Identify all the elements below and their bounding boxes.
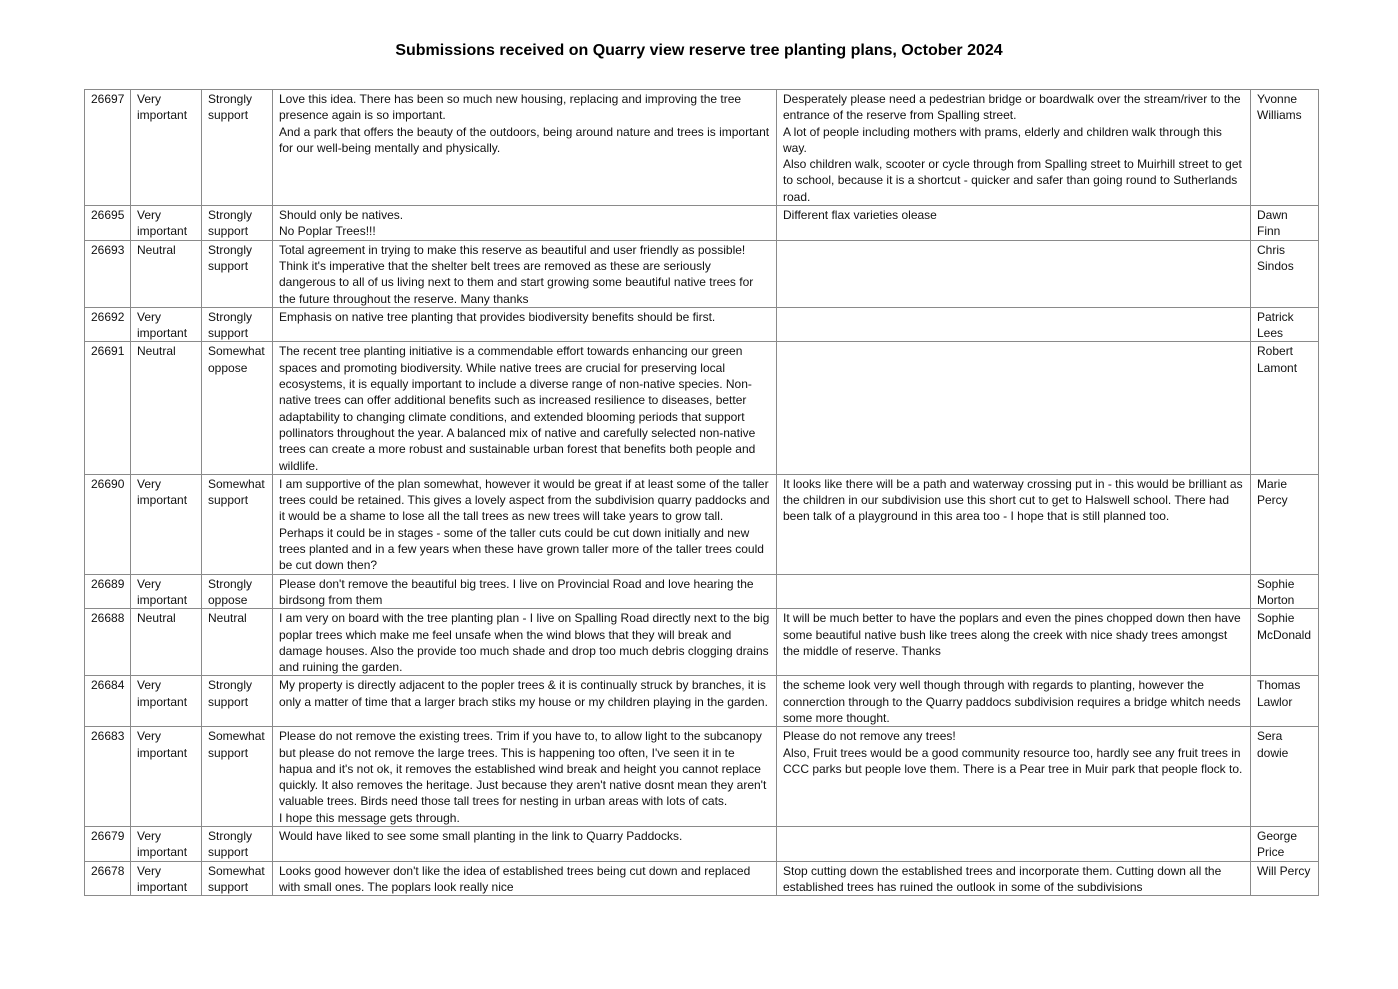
submission-id: 26679 — [85, 827, 131, 862]
table-row — [85, 827, 1319, 862]
submitter-name: Robert Lamont — [1251, 342, 1319, 474]
additional-comment-cell: the scheme look very well though through with regards to planting, however the connerction through to the Quarry paddocs subdivision requires a bridge whitch needs some more thought. — [777, 676, 1251, 727]
submitter-name: Sophie McDonald — [1251, 609, 1319, 676]
importance-cell: Very important — [131, 574, 202, 609]
submission-id: 26691 — [85, 342, 131, 474]
importance-cell: Very important — [131, 861, 202, 896]
additional-comment-cell: Please do not remove any trees! Also, Fruit trees would be a good community resource too, hardly see any fruit trees in CCC parks but people love them. There is a Pear tree in Muir park that people flock to. — [777, 727, 1251, 827]
importance-cell: Neutral — [131, 609, 202, 676]
table-row — [85, 307, 1319, 342]
support-cell: Somewhat support — [202, 861, 273, 896]
comment-cell: Love this idea. There has been so much new housing, replacing and improving the tree presence again is so important. And a park that offers the beauty of the outdoors, being around nature and trees is important for our well-being mentally and physically. — [273, 90, 777, 206]
importance-cell: Very important — [131, 474, 202, 574]
table-row — [85, 90, 1319, 206]
comment-cell: I am very on board with the tree planting plan - I live on Spalling Road directly next to the big poplar trees which make me feel unsafe when the wind blows that they will break and damage houses. Also the provide too much shade and drop too much debris clogging drains and ruining the garden. — [273, 609, 777, 676]
comment-cell: Would have liked to see some small planting in the link to Quarry Paddocks. — [273, 827, 777, 862]
submission-id: 26692 — [85, 307, 131, 342]
importance-cell: Very important — [131, 90, 202, 206]
support-cell: Neutral — [202, 609, 273, 676]
submission-id: 26683 — [85, 727, 131, 827]
submitter-name: Patrick Lees — [1251, 307, 1319, 342]
table-row — [85, 609, 1319, 676]
support-cell: Somewhat support — [202, 474, 273, 574]
support-cell: Somewhat support — [202, 727, 273, 827]
additional-comment-cell — [777, 342, 1251, 474]
additional-comment-cell: It will be much better to have the poplars and even the pines chopped down then have some beautiful native bush like trees along the creek with nice shady trees amongst the middle of reserve. Thanks — [777, 609, 1251, 676]
support-cell: Strongly oppose — [202, 574, 273, 609]
submitter-name: Will Percy — [1251, 861, 1319, 896]
importance-cell: Very important — [131, 727, 202, 827]
submitter-name: George Price — [1251, 827, 1319, 862]
additional-comment-cell — [777, 827, 1251, 862]
importance-cell: Very important — [131, 206, 202, 241]
support-cell: Somewhat oppose — [202, 342, 273, 474]
comment-cell: Emphasis on native tree planting that provides biodiversity benefits should be first. — [273, 307, 777, 342]
importance-cell: Neutral — [131, 240, 202, 307]
support-cell: Strongly support — [202, 240, 273, 307]
submitter-name: Chris Sindos — [1251, 240, 1319, 307]
comment-cell: Please don't remove the beautiful big trees. I live on Provincial Road and love hearing the birdsong from them — [273, 574, 777, 609]
document-title: Submissions received on Quarry view reserve tree planting plans, October 2024 — [395, 42, 1003, 59]
submissions-table — [84, 89, 1319, 896]
support-cell: Strongly support — [202, 827, 273, 862]
additional-comment-cell: Desperately please need a pedestrian bridge or boardwalk over the stream/river to the entrance of the reserve from Spalling street. A lot of people including mothers with prams, elderly and children walk through this way. Also children walk, scooter or cycle through from Spalling street to Muirhill street to get to school, because it is a shortcut - quicker and safer than going round to Sutherlands road. — [777, 90, 1251, 206]
table-row — [85, 342, 1319, 474]
importance-cell: Very important — [131, 676, 202, 727]
additional-comment-cell: Different flax varieties olease — [777, 206, 1251, 241]
comment-cell: My property is directly adjacent to the popler trees & it is continually struck by branches, it is only a matter of time that a larger brach stiks my house or my children playing in the garden. — [273, 676, 777, 727]
submitter-name: Yvonne Williams — [1251, 90, 1319, 206]
table-row — [85, 574, 1319, 609]
submission-id: 26690 — [85, 474, 131, 574]
support-cell: Strongly support — [202, 307, 273, 342]
submission-id: 26697 — [85, 90, 131, 206]
additional-comment-cell: It looks like there will be a path and waterway crossing put in - this would be brilliant as the children in our subdivision use this short cut to get to Halswell school. There had been talk of a playground in this area too - I hope that is still planned too. — [777, 474, 1251, 574]
submission-id: 26684 — [85, 676, 131, 727]
submission-id: 26693 — [85, 240, 131, 307]
table-row — [85, 474, 1319, 574]
table-row — [85, 727, 1319, 827]
additional-comment-cell — [777, 240, 1251, 307]
additional-comment-cell — [777, 307, 1251, 342]
comment-cell: Total agreement in trying to make this reserve as beautiful and user friendly as possible! Think it's imperative that the shelter belt trees are removed as these are seriously dangerous to all of us living next to them and start growing some beautiful native trees for the future throughout the reserve. Many thanks — [273, 240, 777, 307]
comment-cell: The recent tree planting initiative is a commendable effort towards enhancing our green spaces and promoting biodiversity. While native trees are crucial for preserving local ecosystems, it is equally important to include a diverse range of non-native species. Non-native trees can offer additional benefits such as increased resilience to diseases, better adaptability to changing climate conditions, and extended blooming periods that support pollinators throughout the year. A balanced mix of native and carefully selected non-native trees can create a more robust and sustainable urban forest that benefits both people and wildlife. — [273, 342, 777, 474]
support-cell: Strongly support — [202, 206, 273, 241]
support-cell: Strongly support — [202, 90, 273, 206]
importance-cell: Neutral — [131, 342, 202, 474]
submission-id: 26695 — [85, 206, 131, 241]
submitter-name: Dawn Finn — [1251, 206, 1319, 241]
submission-id: 26689 — [85, 574, 131, 609]
table-row — [85, 206, 1319, 241]
submitter-name: Thomas Lawlor — [1251, 676, 1319, 727]
comment-cell: Should only be natives. No Poplar Trees!!! — [273, 206, 777, 241]
comment-cell: Please do not remove the existing trees. Trim if you have to, to allow light to the subcanopy but please do not remove the large trees. This is happening too often, I've seen it in te hapua and it's not ok, it removes the established wind break and height you cannot replace quickly. It also removes the heritage. Just because they aren't native dosnt mean they aren't valuable trees. Birds need those tall trees for nesting in urban areas with lots of cats. I hope this message gets through. — [273, 727, 777, 827]
submission-id: 26678 — [85, 861, 131, 896]
support-cell: Strongly support — [202, 676, 273, 727]
comment-cell: Looks good however don't like the idea of established trees being cut down and replaced with small ones. The poplars look really nice — [273, 861, 777, 896]
importance-cell: Very important — [131, 307, 202, 342]
additional-comment-cell — [777, 574, 1251, 609]
importance-cell: Very important — [131, 827, 202, 862]
additional-comment-cell: Stop cutting down the established trees and incorporate them. Cutting down all the established trees has ruined the outlook in some of the subdivisions — [777, 861, 1251, 896]
comment-cell: I am supportive of the plan somewhat, however it would be great if at least some of the taller trees could be retained. This gives a lovely aspect from the subdivision quarry paddocks and it would be a shame to lose all the tall trees as new trees will take years to grow tall. Perhaps it could be in stages - some of the taller cuts could be cut down initially and new trees planted and in a few years when these have grown taller more of the taller trees could be cut down then? — [273, 474, 777, 574]
table-row — [85, 861, 1319, 896]
submitter-name: Sera dowie — [1251, 727, 1319, 827]
table-row — [85, 676, 1319, 727]
submitter-name: Sophie Morton — [1251, 574, 1319, 609]
table-row — [85, 240, 1319, 307]
submission-id: 26688 — [85, 609, 131, 676]
submitter-name: Marie Percy — [1251, 474, 1319, 574]
